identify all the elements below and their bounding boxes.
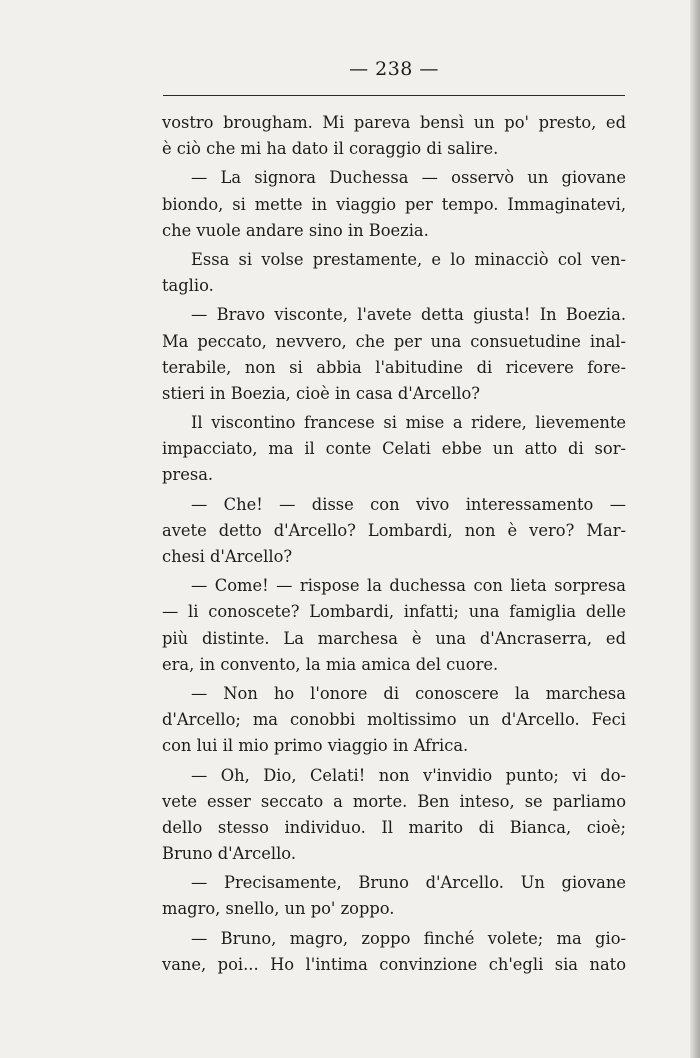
text-line: Il viscontino francese si mise a ridere, lievemente (191, 413, 626, 433)
text-line: vane, poi... Ho l'intima convinzione ch'egli sia nato (162, 954, 626, 974)
text-line: — Oh, Dio, Celati! non v'invidio punto; vi do- (191, 765, 626, 785)
text-line: Essa si volse prestamente, e lo minacciò col ven- (191, 249, 626, 269)
body-text (162, 110, 626, 978)
text-line: biondo, si mette in viaggio per tempo. Immaginatevi, (162, 194, 626, 214)
text-line: — Bruno, magro, zoppo finché volete; ma gio- (191, 928, 626, 948)
text-line: — Precisamente, Bruno d'Arcello. Un giovane (191, 873, 626, 893)
text-line: — Bravo visconte, l'avete detta giusta! In Boezia. (191, 305, 626, 325)
text-line: presa. (162, 465, 214, 485)
text-line: vete esser seccato a morte. Ben inteso, se parliamo (162, 791, 626, 811)
text-line: — li conoscete? Lombardi, infatti; una famiglia delle (162, 602, 626, 622)
page-edge-shadow (690, 0, 700, 1058)
text-line: impacciato, ma il conte Celati ebbe un atto di sor- (162, 439, 626, 459)
text-line: chesi d'Arcello? (162, 547, 293, 566)
header-rule (163, 95, 625, 96)
text-line: era, in convento, la mia amica del cuore. (162, 654, 499, 674)
text-line: Ma peccato, nevvero, che per una consuetudine inal- (162, 331, 626, 351)
page-number: — 238 — (349, 58, 439, 80)
text-line: magro, snello, un po' zoppo. (162, 899, 395, 919)
text-line: terabile, non si abbia l'abitudine di ricevere fore- (162, 357, 626, 377)
text-line: dello stesso individuo. Il marito di Bianca, cioè; (162, 817, 626, 837)
text-line: che vuole andare sino in Boezia. (162, 220, 429, 240)
text-line: vostro brougham. Mi pareva bensì un po' presto, ed (162, 113, 626, 132)
text-line: — Non ho l'onore di conoscere la marchesa (191, 683, 626, 703)
text-line: con lui il mio primo viaggio in Africa. (162, 736, 469, 756)
text-line: — La signora Duchessa — osservò un giovane (191, 168, 626, 188)
text-line: — Come! — rispose la duchessa con lieta sorpresa (191, 576, 626, 596)
text-line: taglio. (162, 276, 214, 296)
text-line: d'Arcello; ma conobbi moltissimo un d'Arcello. Feci (162, 710, 626, 730)
text-line: stieri in Boezia, cioè in casa d'Arcello? (162, 383, 481, 403)
text-line: è ciò che mi ha dato il coraggio di salire. (162, 139, 499, 159)
text-line: più distinte. La marchesa è una d'Ancraserra, ed (162, 628, 626, 648)
text-line: Bruno d'Arcello. (162, 844, 296, 864)
text-line: avete detto d'Arcello? Lombardi, non è vero? Mar- (162, 520, 626, 540)
text-line: — Che! — disse con vivo interessamento — (191, 494, 626, 514)
